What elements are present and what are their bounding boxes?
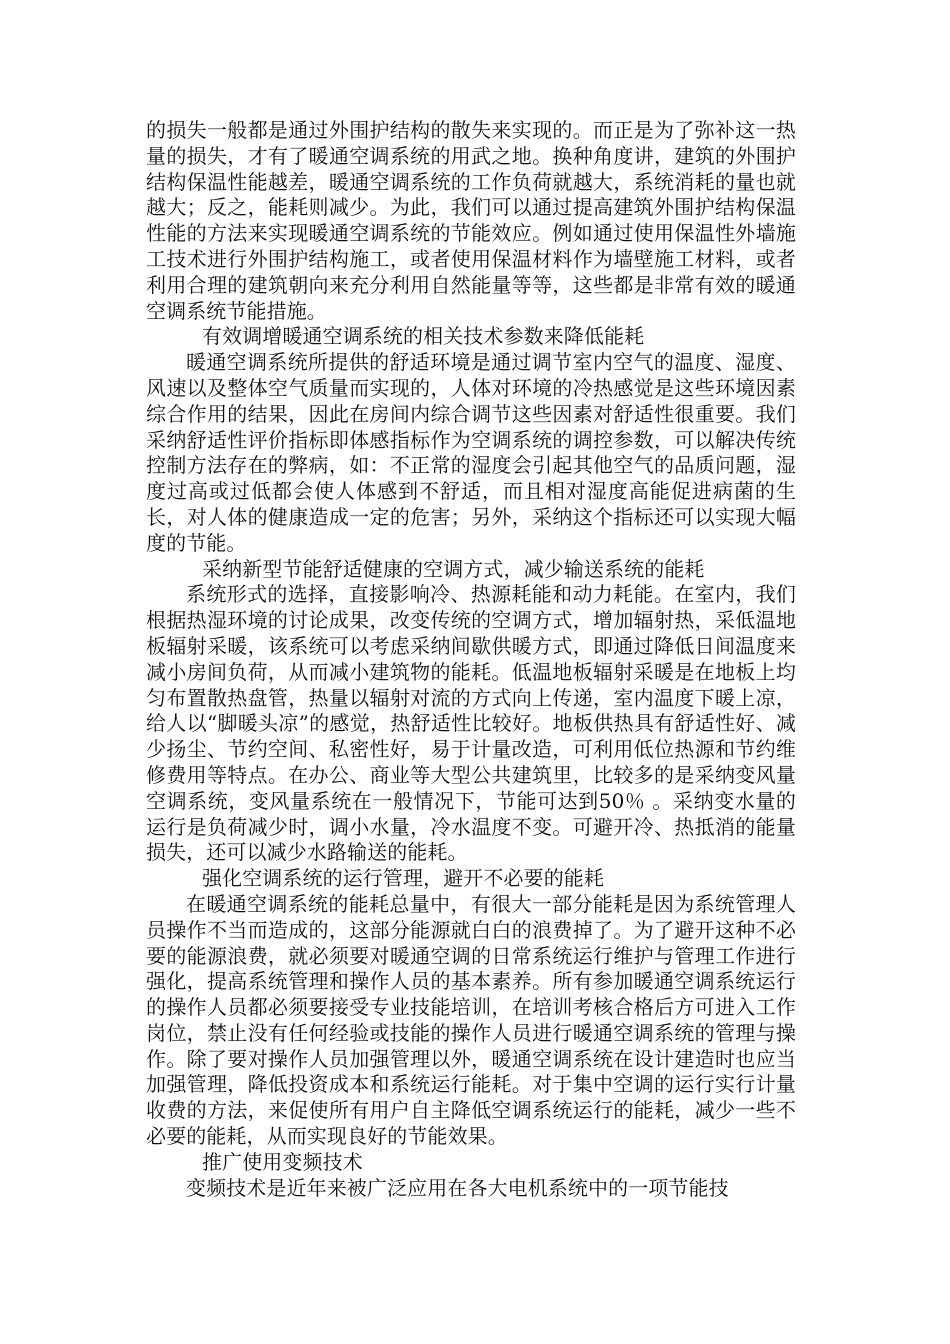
section-heading: 推广使用变频技术 (202, 1149, 363, 1174)
section-heading: 有效调增暖通空调系统的相关技术参数来降低能耗 (202, 324, 645, 349)
section-heading: 强化空调系统的运行管理，避开不必要的能耗 (202, 866, 604, 891)
body-paragraph: 的损失一般都是通过外围护结构的散失来实现的。而正是为了弥补这一热量的损失，才有了暖通空调系统的用武之地。换种角度讲，建筑的外围护结构保温性能越差，暖通空调系统的工作负荷就越大，系统消耗的量也就越大；反之，能耗则减少。为此，我们可以通过提高建筑外围护结构保温性能的方法来实现暖通空调系统的节能效应。例如通过使用保温性外墙施工技术进行外围护结构施工，或者使用保温材料作为墙壁施工材料，或者利用合理的建筑朝向来充分利用自然能量等等，这些都是非常有效的暖通空调系统节能措施。 (146, 118, 796, 323)
body-paragraph: 在暖通空调系统的能耗总量中，有很大一部分能耗是因为系统管理人员操作不当而造成的，这部分能源就白白的浪费掉了。为了避开这种不必要的能源浪费，就必须要对暖通空调的日常系统运行维护与管理工作进行强化，提高系统管理和操作人员的基本素养。所有参加暖通空调系统运行的操作人员都必须要接受专业技能培训，在培训考核合格后方可进入工作岗位，禁止没有任何经验或技能的操作人员进行暖通空调系统的管理与操作。除了要对操作人员加强管理以外，暖通空调系统在设计建造时也应当加强管理，降低投资成本和系统运行能耗。对于集中空调的运行实行计量收费的方法，来促使所有用户自主降低空调系统运行的能耗，减少一些不必要的能耗，从而实现良好的节能效果。 (146, 891, 796, 1149)
section-heading: 采纳新型节能舒适健康的空调方式，减少输送系统的能耗 (202, 556, 705, 581)
body-paragraph: 变频技术是近年来被广泛应用在各大电机系统中的一项节能技 (186, 1175, 729, 1200)
body-paragraph: 系统形式的选择，直接影响冷、热源耗能和动力耗能。在室内，我们根据热湿环境的讨论成果，改变传统的空调方式，增加辐射热，采低温地板辐射采暖，该系统可以考虑采纳间歇供暖方式，即通过降低日间温度来减小房间负荷，从而减小建筑物的能耗。低温地板辐射采暖是在地板上均匀布置散热盘管，热量以辐射对流的方式向上传递，室内温度下暖上凉，给人以“脚暖头凉”的感觉，热舒适性比较好。地板供热具有舒适性好、减少扬尘、节约空间、私密性好，易于计量改造，可利用低位热源和节约维修费用等特点。在办公、商业等大型公共建筑里，比较多的是采纳变风量空调系统，变风量系统在一般情况下，节能可达到50％ 。采纳变水量的运行是负荷减少时，调小水量，冷水温度不变。可避开冷、热抵消的能量损失，还可以减少水路输送的能耗。 (146, 582, 796, 865)
body-paragraph: 暖通空调系统所提供的舒适环境是通过调节室内空气的温度、湿度、风速以及整体空气质量而实现的，人体对环境的冷热感觉是这些环境因素综合作用的结果，因此在房间内综合调节这些因素对舒适性很重要。我们采纳舒适性评价指标即体感指标作为空调系统的调控参数，可以解决传统控制方法存在的弊病，如：不正常的湿度会引起其他空气的品质问题，湿度过高或过低都会使人体感到不舒适，而且相对湿度高能促进病菌的生长，对人体的健康造成一定的危害；另外，采纳这个指标还可以实现大幅度的节能。 (146, 350, 796, 555)
document-body (146, 118, 796, 1201)
